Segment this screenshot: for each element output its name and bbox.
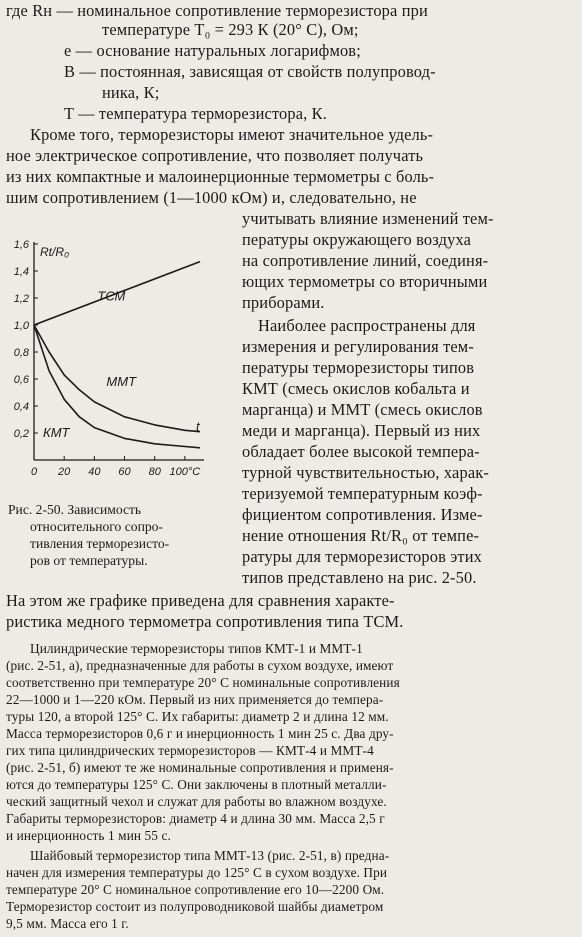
definition-line: B — постоянная, зависящая от свойств полупровод- bbox=[64, 62, 436, 81]
figure-2-50-chart bbox=[2, 236, 220, 498]
text-line: типов представлено на рис. 2-50. bbox=[242, 568, 477, 587]
y-tick-label: 0,8 bbox=[13, 347, 29, 359]
text-line: фициентом сопротивления. Изме- bbox=[242, 505, 483, 524]
text-line: Кроме того, терморезисторы имеют значительное удель- bbox=[30, 125, 434, 144]
small-text-line: Габариты терморезисторов: диаметр 4 и длина 30 мм. Масса 2,5 г bbox=[6, 811, 385, 826]
x-tick-label: 100°C bbox=[169, 466, 201, 478]
y-tick-label: 1,0 bbox=[13, 320, 29, 332]
small-text-line: Цилиндрические терморезисторы типов КМТ-1 и ММТ-1 bbox=[30, 641, 363, 656]
text-line: нение отношения Rt/R₀ от темпе- bbox=[242, 526, 480, 545]
series-label-КМТ: КМТ bbox=[43, 425, 70, 441]
small-text-line: начен для измерения температуры до 125° С в сухом воздухе. При bbox=[6, 865, 388, 880]
y-tick-label: 1,6 bbox=[13, 239, 29, 251]
caption-line: ров от температуры. bbox=[30, 553, 148, 568]
y-tick-label: 1,4 bbox=[13, 266, 29, 278]
caption-line: Рис. 2-50. Зависимость bbox=[8, 502, 142, 517]
small-text-line: Шайбовый терморезистор типа ММТ-13 (рис. 2-51, в) предна- bbox=[30, 848, 390, 863]
small-text-line: 22—1000 и 1—220 кОм. Первый из них применяется до темпера- bbox=[6, 692, 384, 707]
caption-line: тивления терморезисто- bbox=[30, 536, 170, 551]
small-text-line: (рис. 2-51, б) имеют те же номинальные сопротивления и применя- bbox=[6, 760, 394, 775]
text-line: ное электрическое сопротивление, что позволяет получать bbox=[6, 146, 424, 165]
text-line: меди и марганца). Первый из них bbox=[242, 421, 481, 440]
small-text-line: (рис. 2-51, а), предназначенные для работы в сухом воздухе, имеют bbox=[6, 658, 394, 673]
small-text-line: соответственно при температуре 20° С номинальные сопротивления bbox=[6, 675, 400, 690]
small-text-line: и инерционность 1 мин 55 с. bbox=[6, 828, 171, 843]
text-line: турной чувствительностью, харак- bbox=[242, 463, 489, 482]
small-text-line: Масса терморезисторов 0,6 г и инерционность 1 мин 25 с. Два дру- bbox=[6, 726, 394, 741]
text-line: ющих термометры со вторичными bbox=[242, 272, 488, 291]
small-text-line: 9,5 мм. Масса его 1 г. bbox=[6, 916, 129, 931]
text-line: КМТ (смесь окислов кобальта и bbox=[242, 379, 470, 398]
text-line: учитывать влияние изменений тем- bbox=[242, 209, 494, 228]
definition-line: температуре T₀ = 293 К (20° С), Ом; bbox=[102, 20, 359, 39]
x-tick-label: 60 bbox=[118, 466, 131, 478]
x-tick-label: 20 bbox=[58, 466, 71, 478]
y-tick-label: 0,6 bbox=[13, 374, 29, 386]
chart-ticks bbox=[14, 239, 201, 478]
text-line: марганца) и ММТ (смесь окислов bbox=[242, 400, 483, 419]
definition-line: где Rн — номинальное сопротивление терморезистора при bbox=[6, 1, 428, 20]
small-text-line: ческий защитный чехол и служат для работы во влажном воздухе. bbox=[6, 794, 387, 809]
chart-labels bbox=[40, 245, 201, 440]
y-axis-label: Rt/R₀ bbox=[40, 245, 70, 259]
text-line: Наиболее распространены для bbox=[258, 316, 476, 335]
definition-line: ника, К; bbox=[102, 83, 160, 102]
text-line: ратуры для терморезисторов этих bbox=[242, 547, 482, 566]
text-line: теризуемой температурным коэф- bbox=[242, 484, 483, 503]
text-line: На этом же графике приведена для сравнения характе- bbox=[6, 591, 395, 610]
caption-line: относительного сопро- bbox=[30, 519, 163, 534]
small-text-line: температуре 20° С номинальное сопротивление его 10—2200 Ом. bbox=[6, 882, 385, 897]
small-text-line: Терморезистор состоит из полупроводниковой шайбы диаметром bbox=[6, 899, 384, 914]
text-line: пературы терморезисторы типов bbox=[242, 358, 475, 377]
text-line: пературы окружающего воздуха bbox=[242, 230, 471, 249]
text-line: приборами. bbox=[242, 293, 325, 312]
small-text-line: ются до температуры 125° С. Они заключены в плотный металли- bbox=[6, 777, 387, 792]
series-label-ТСМ: ТСМ bbox=[97, 288, 126, 304]
definition-line: T — температура терморезистора, К. bbox=[64, 104, 327, 123]
x-tick-label: 40 bbox=[88, 466, 101, 478]
y-tick-label: 1,2 bbox=[13, 293, 29, 305]
x-axis-label: t bbox=[196, 419, 200, 434]
text-line: обладает более высокой темпера- bbox=[242, 442, 480, 461]
y-tick-label: 0,2 bbox=[13, 428, 29, 440]
series-label-ММТ: ММТ bbox=[106, 373, 137, 389]
text-line: ристика медного термометра сопротивления типа ТСМ. bbox=[6, 612, 404, 631]
x-tick-label: 0 bbox=[30, 466, 38, 478]
text-line: из них компактные и малоинерционные термометры с боль- bbox=[6, 167, 435, 186]
text-line: на сопротивление линий, соединя- bbox=[242, 251, 489, 270]
small-text-line: гих типа цилиндрических терморезисторов — КМТ-4 и ММТ-4 bbox=[6, 743, 374, 758]
small-text-line: туры 120, а второй 125° С. Их габариты: диаметр 2 и длина 12 мм. bbox=[6, 709, 389, 724]
x-tick-label: 80 bbox=[148, 466, 161, 478]
y-tick-label: 0,4 bbox=[13, 401, 29, 413]
text-line: измерения и регулирования тем- bbox=[242, 337, 474, 356]
definition-line: e — основание натуральных логарифмов; bbox=[64, 41, 361, 60]
text-line: шим сопротивлением (1—1000 кОм) и, следовательно, не bbox=[6, 188, 417, 207]
